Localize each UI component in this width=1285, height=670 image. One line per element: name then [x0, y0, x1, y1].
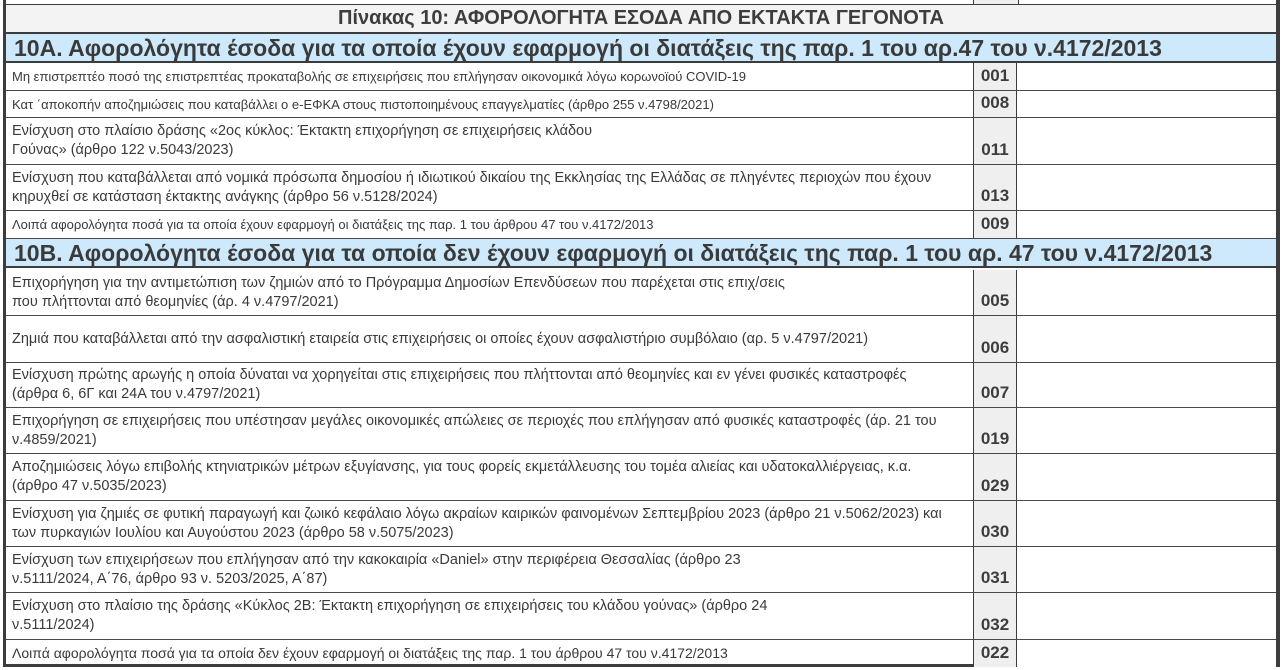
- row-code: 032: [973, 593, 1017, 639]
- value-input-032[interactable]: [1017, 593, 1276, 639]
- table-row: [6, 501, 1276, 547]
- row-code: 006: [973, 316, 1017, 362]
- row-code: 031: [973, 547, 1017, 592]
- table-row: [6, 408, 1276, 454]
- value-input-009[interactable]: [1017, 211, 1276, 238]
- value-input-019[interactable]: [1017, 408, 1276, 453]
- row-label: Ενίσχυση για ζημιές σε φυτική παραγωγή και ζωικό κεφάλαιο λόγω ακραίων καιρικών φαινομένων Σεπτεμβρίου 2023 (άρθρο 21 ν.5062/2023) και των πυρκαγιών Ιουλίου και Αυγούστου 2023 (άρθρο 58 ν.5075/2023): [12, 505, 942, 541]
- value-input-013[interactable]: [1017, 165, 1276, 210]
- table-row: [6, 211, 1276, 239]
- row-code: 013: [973, 165, 1017, 210]
- value-input-005[interactable]: [1017, 270, 1276, 315]
- row-label: Ενίσχυση των επιχειρήσεων που επλήγησαν από την κακοκαιρία «Daniel» στην περιφέρεια Θεσσαλίας (άρθρο 23 ν.5111/2024, Α΄76, άρθρο 93 ν. 5203/2025, Α΄87): [12, 551, 741, 587]
- table-row: [6, 270, 1276, 316]
- row-label: Μη επιστρεπτέο ποσό της επιστρεπτέας προκαταβολής σε επιχειρήσεις που επλήγησαν οικονομικά λόγω κορωνοϊού COVID-19: [12, 69, 746, 84]
- value-input-030[interactable]: [1017, 501, 1276, 546]
- value-input-008[interactable]: [1017, 91, 1276, 117]
- row-label: Λοιπά αφορολόγητα ποσά για τα οποία δεν έχουν εφαρμογή οι διατάξεις της παρ. 1 του άρθρου 47 του ν.4172/2013: [12, 645, 728, 661]
- value-input-006[interactable]: [1017, 316, 1276, 362]
- table-row: [6, 316, 1276, 363]
- row-label: Ενίσχυση στο πλαίσιο δράσης «2ος κύκλος: Έκτακτη επιχορήγηση σε επιχειρήσεις κλάδου Γούνας» (άρθρο 122 ν.5043/2023): [12, 123, 593, 158]
- section-10b-heading: 10Β. Αφορολόγητα έσοδα για τα οποία δεν έχουν εφαρμογή οι διατάξεις της παρ. 1 του αρ. 47 του ν.4172/2013: [6, 239, 1276, 268]
- row-label: Κατ ΄αποκοπήν αποζημιώσεις που καταβάλλει ο e-ΕΦΚΑ στους πιστοποιημένους επαγγελματίες (άρθρο 255 ν.4798/2021): [12, 96, 714, 112]
- table-row: [6, 63, 1276, 91]
- row-code: 007: [973, 363, 1017, 407]
- value-input-001[interactable]: [1017, 63, 1276, 90]
- table-row: [6, 165, 1276, 211]
- row-code: 008: [973, 91, 1017, 117]
- row-label: Λοιπά αφορολόγητα ποσά για τα οποία έχουν εφαρμογή οι διατάξεις της παρ. 1 του άρθρου 47 του ν.4172/2013: [12, 217, 654, 232]
- section-10a-heading: 10Α. Αφορολόγητα έσοδα για τα οποία έχουν εφαρμογή οι διατάξεις της παρ. 1 του αρ.47 του ν.4172/2013: [6, 34, 1276, 63]
- row-label: Επιχορήγηση σε επιχειρήσεις που υπέστησαν μεγάλες οικονομικές απώλειες σε περιοχές που επλήγησαν από φυσικές καταστροφές (άρ. 21 του ν.4859/2021): [12, 412, 937, 448]
- row-code: 022: [973, 640, 1017, 667]
- table-row: [6, 640, 1276, 667]
- table-title: Πίνακας 10: ΑΦΟΡΟΛΟΓΗΤΑ ΕΣΟΔΑ ΑΠΟ ΕΚΤΑΚΤΑ ΓΕΓΟΝΟΤΑ: [6, 5, 1276, 34]
- value-input-031[interactable]: [1017, 547, 1276, 592]
- table-row: [6, 593, 1276, 640]
- value-input-029[interactable]: [1017, 454, 1276, 500]
- row-code: 029: [973, 454, 1017, 500]
- tax-form-table: [3, 0, 1280, 667]
- table-row: [6, 454, 1276, 501]
- row-code: 001: [973, 63, 1017, 90]
- table-row: [6, 118, 1276, 165]
- code-cell-sliver: [973, 0, 1019, 4]
- row-label: Ενίσχυση στο πλαίσιο της δράσης «Κύκλος 2Β: Έκτακτη επιχορήγηση σε επιχειρήσεις του κλάδου γούνας» (άρθρο 24 ν.5111/2024): [12, 598, 768, 633]
- value-input-022[interactable]: [1017, 640, 1276, 667]
- row-label: Ενίσχυση πρώτης αρωγής η οποία δύναται να χορηγείται στις επιχειρήσεις που πλήττονται από θεομηνίες και εν γένει φυσικές καταστροφές (άρθρα 6, 6Γ και 24Α του ν.4797/2021): [12, 367, 907, 402]
- table-row: [6, 547, 1276, 593]
- row-label: Ζημιά που καταβάλλεται από την ασφαλιστική εταιρεία στις επιχειρήσεις οι οποίες έχουν ασφαλιστήριο συμβόλαιο (αρ. 5 ν.4797/2021): [12, 330, 869, 347]
- row-code: 030: [973, 501, 1017, 546]
- value-input-007[interactable]: [1017, 363, 1276, 407]
- table-row: [6, 91, 1276, 118]
- row-code: 005: [973, 270, 1017, 315]
- row-label: Ενίσχυση που καταβάλλεται από νομικά πρόσωπα δημοσίου ή ιδιωτικού δικαίου της Εκκλησίας της Ελλάδας σε πληγέντες περιοχών που έχουν κηρυχθεί σε κατάσταση έκτακτης ανάγκης (άρθρο 56 ν.5128/2024): [12, 169, 932, 205]
- value-input-011[interactable]: [1017, 118, 1276, 164]
- table-row: [6, 363, 1276, 408]
- row-code: 011: [973, 118, 1017, 164]
- row-code: 019: [973, 408, 1017, 453]
- row-code: 009: [973, 211, 1017, 238]
- row-label: Επιχορήγηση για την αντιμετώπιση των ζημιών από το Πρόγραμμα Δημοσίων Επενδύσεων που παρέχεται στις επιχ/σεις που πλήττονται από θεομηνίες (άρ. 4 ν.4797/2021): [12, 274, 785, 310]
- row-label: Αποζημιώσεις λόγω επιβολής κτηνιατρικών μέτρων εξυγίανσης, για τους φορείς εκμετάλλευσης του τομέα αλιείας και υδατοκαλλιέργειας, κ.α. (άρθρο 47 ν.5035/2023): [12, 459, 912, 494]
